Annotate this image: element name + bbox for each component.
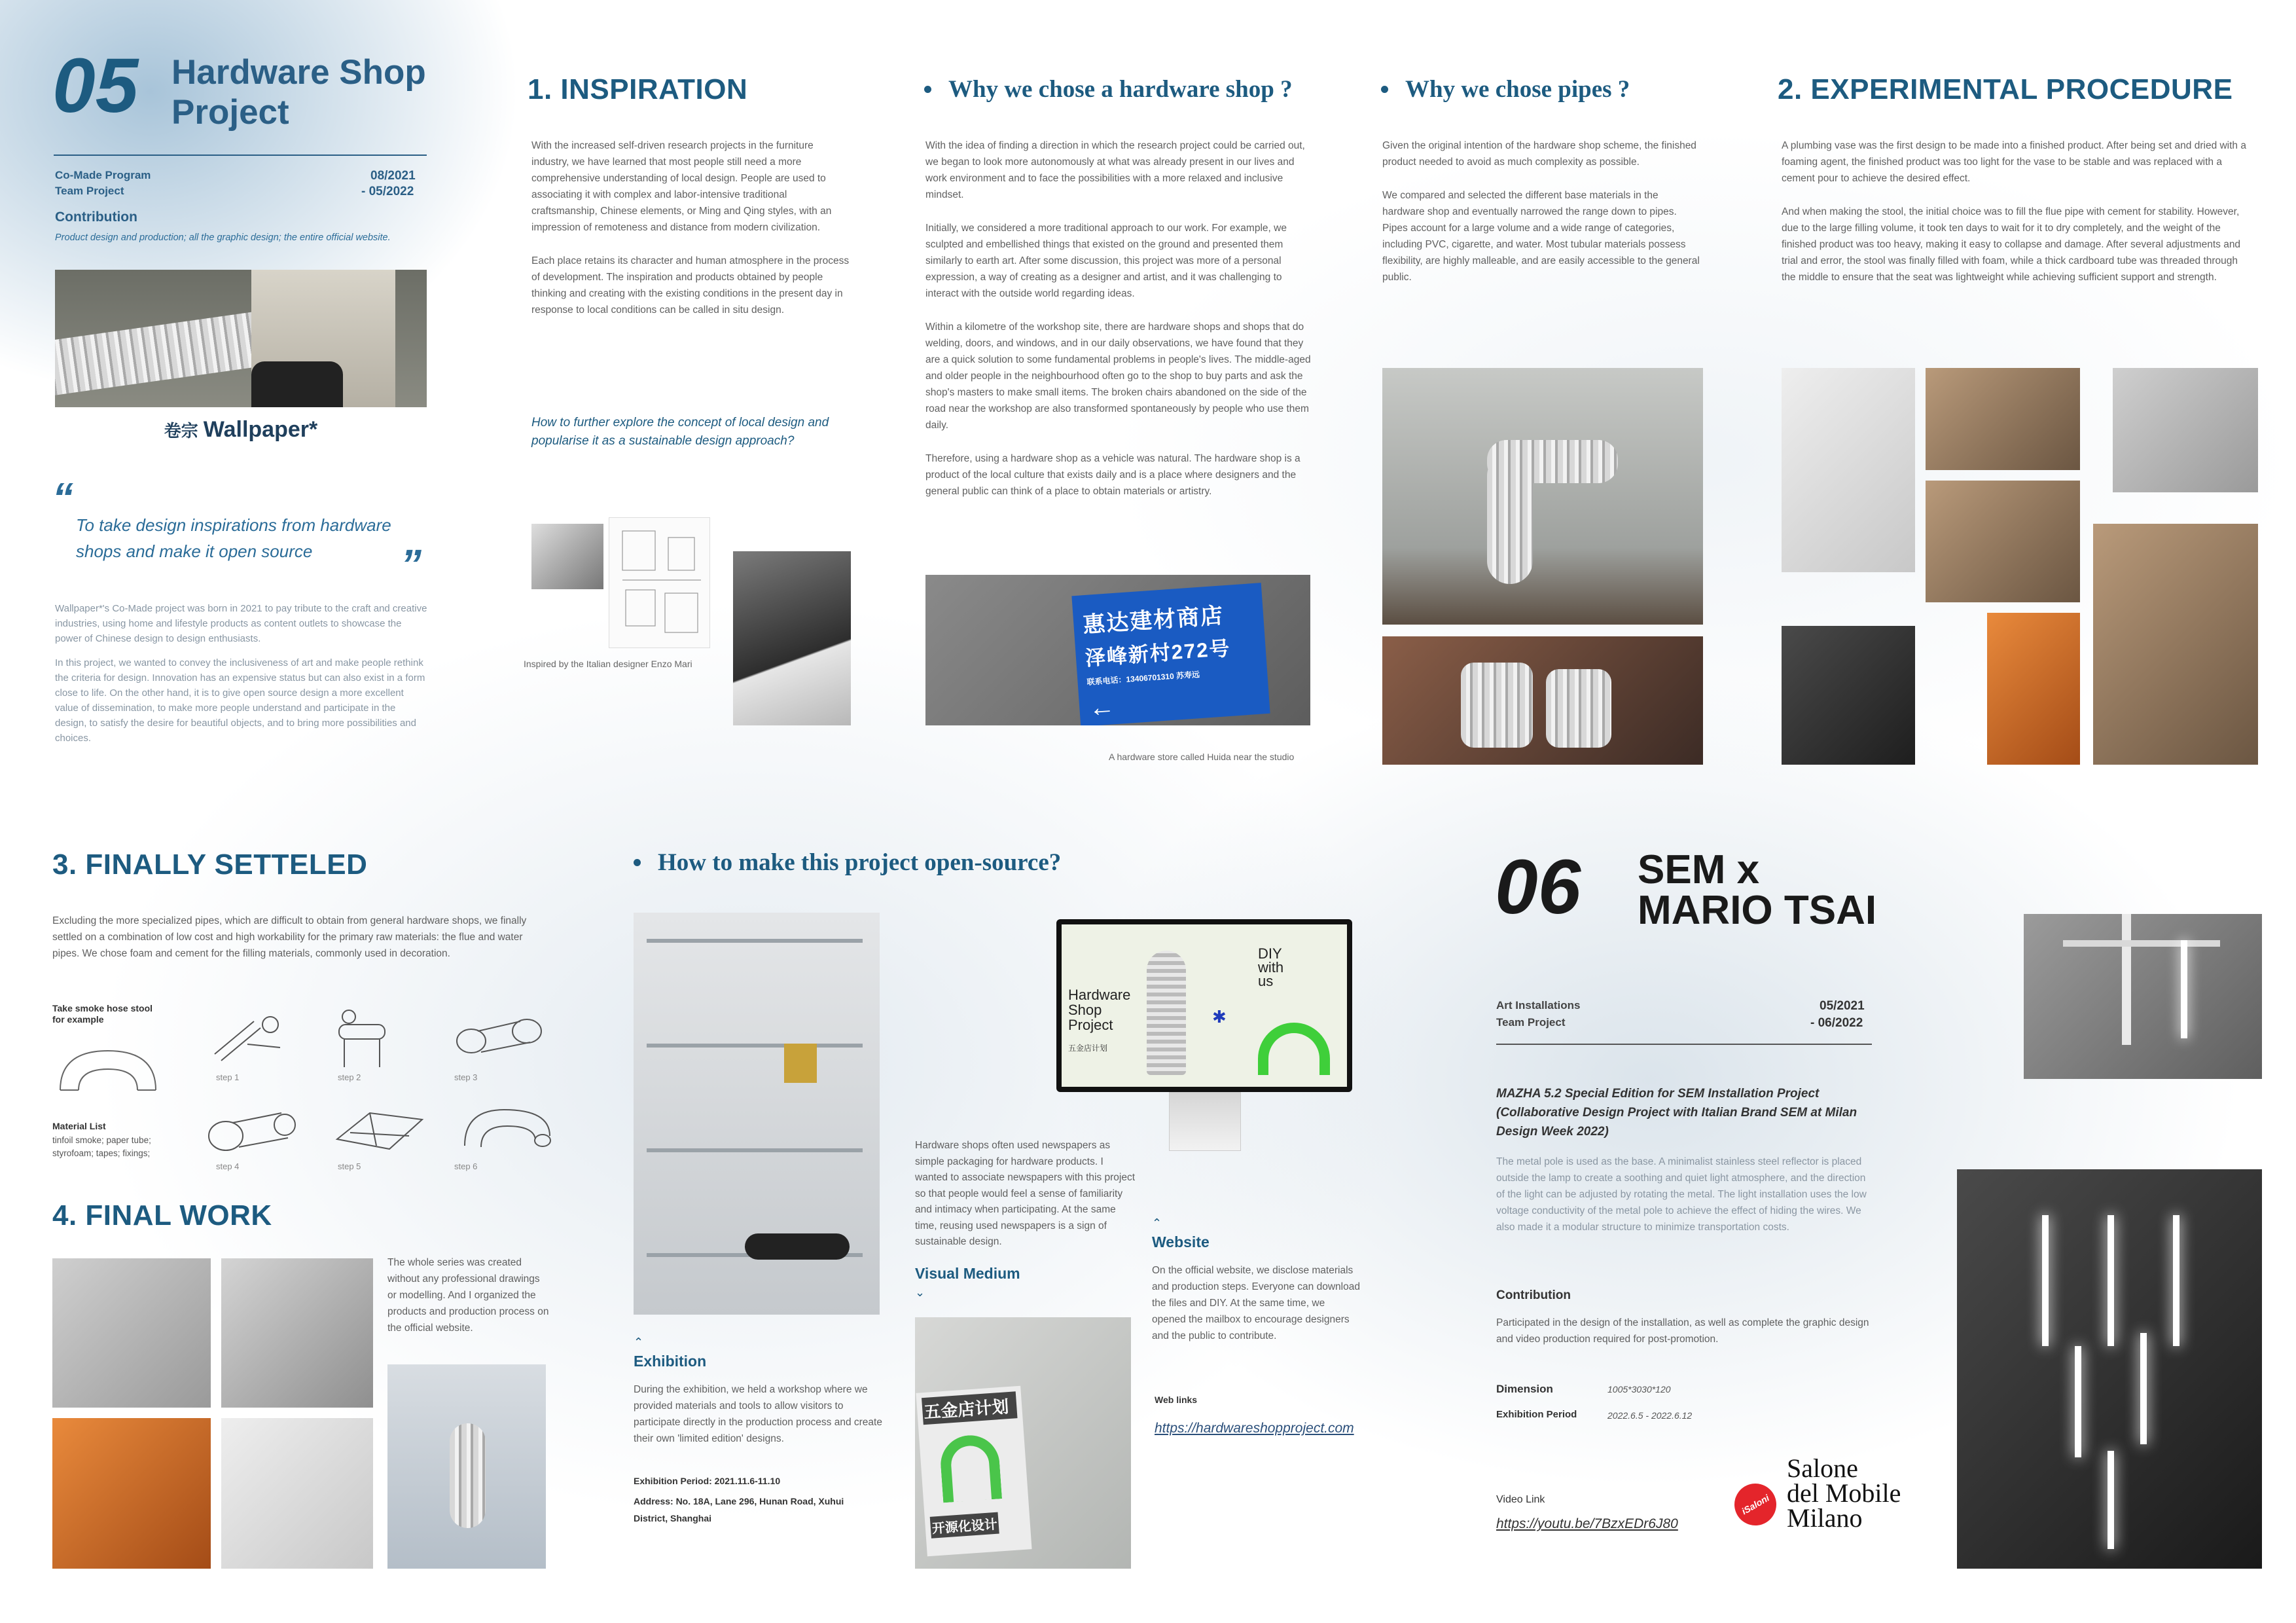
p06-dimension-value: 1005*3030*120 [1607,1384,1671,1395]
wallpaper-logo [55,407,427,452]
hardware-store-sign-photo [925,575,1310,725]
sign-line-3: 联系电话：13406701310 苏寿远 [1086,670,1200,687]
logo-cn: 卷宗 [164,420,198,441]
screen-diy-1: DIY [1258,945,1282,962]
step-2-label: step 2 [338,1072,361,1082]
inspiration-caption: Inspired by the Italian designer Enzo Mari [524,659,692,669]
monitor-stand [1169,1092,1241,1151]
logo-en: Wallpaper* [203,416,318,442]
final-stool-person-photo [52,1258,211,1408]
exhibition-label: Exhibition [634,1353,707,1370]
p06-team: Team Project [1496,1016,1566,1029]
screen-star: ✱ [1212,1007,1227,1027]
screen-pipe [1147,951,1186,1075]
screen-diy [1258,947,1283,988]
salone-line-3: Milano [1787,1503,1863,1533]
sem-lamp-detail-photo [2024,914,2262,1079]
vase-photo [1782,368,1915,572]
why-shop-text [925,137,1312,517]
newspaper-poster-photo [915,1317,1131,1569]
intro-para-2: In this project, we wanted to convey the inclusiveness of art and make people rethink the criteria for design. Innovation has an expensive status but can also exist in a form close to life. On the other hand, it is to give open source design a more excellent value of dissemination, to make more people understand and participate in the design, to satisfy the desire for beautiful objects, and to bring more possibilities and choices. [55,657,425,744]
title-line-2: Project [171,93,289,132]
sign-line-1: 惠达建材商店 [1082,603,1225,638]
step-5-sketch [331,1100,429,1159]
inspiration-para-2: Each place retains its character and human atmosphere in the process of development. The inspiration and products obtained by people thinking and creating with the existing conditions in the present day in response to local conditions can be called in situ design. [531,255,850,316]
p06-title-line-2: MARIO TSAI [1638,888,1877,933]
p06-date-start: 05/2021 [1820,999,1865,1013]
video-link[interactable]: https://youtu.be/7BzxEDr6J80 [1496,1516,1678,1531]
visual-medium-label: Visual Medium [915,1265,1020,1282]
enzo-drawing [609,517,710,648]
p06-dimension-label: Dimension [1496,1383,1553,1395]
step-4-sketch [203,1100,301,1159]
team-label: Team Project [55,185,124,197]
bullet-icon [924,86,931,93]
date-start: 08/2021 [370,169,416,183]
chevron-up-icon: ⌃ [1152,1216,1162,1230]
step-2-sketch [332,1005,391,1070]
quote-close-icon: ” [401,541,422,588]
screen-title-3: Project [1068,1017,1113,1033]
why-pipes-title [1381,75,1630,103]
procedure-para-2: And when making the stool, the initial choice was to fill the flue pipe with cement for stability. However, due to the large filling volume, it took ten days to wait for it to dry completely, and the weight of the finished product was too heavy, making it easy to collapse and damage. After several adjustments and trial and error, the stool was finally filled with foam, while a thick cardboard tube was threaded through the middle to ensure that the seat was lightweight while achieving sufficient support and strength. [1782,206,2241,283]
salone-logo [1787,1453,1901,1533]
step-1-sketch [208,1008,293,1067]
quote-line-2: shops and make it open source [76,541,313,561]
step-5-label: step 5 [338,1161,361,1171]
why-pipes-para-2: We compared and selected the different base materials in the hardware shop and eventually narrowed the range down to pipes. Pipes account for a large volume and a wide range of categories, including PVC, cigarette, and water. Most tubular materials possess flexibility, are highly malleable, and are easily accessible to the general public. [1382,190,1700,283]
p06-program: Art Installations [1496,999,1581,1012]
quote-line-1: To take design inspirations from hardware [76,515,391,535]
p06-period-value: 2022.6.5 - 2022.6.12 [1607,1410,1693,1421]
enzo-portrait [733,551,851,725]
why-shop-title [924,75,1293,103]
material-label: Material List [52,1121,106,1131]
project-05-title [171,52,426,132]
quote-open-icon: “ [52,474,73,521]
poster [916,1386,1031,1557]
opensource-title-text: How to make this project open-source? [658,849,1062,876]
screen-title [1068,987,1130,1032]
night-lamp-photo [1782,626,1915,765]
cement-pour-photo [1926,368,2080,470]
inspiration-para-1: With the increased self-driven research projects in the furniture industry, we have learned that most people still need a more comprehensive understanding of local design. People are used to associating it with complex and labor-intensive traditional craftsmanship, Chinese elements, or Ming and Qing styles, with an impression of remoteness and distance from modern civilization. [531,140,832,233]
screen-cn: 五金店计划 [1068,1044,1108,1053]
project-06-title [1638,847,1877,933]
opensource-title [634,848,1061,877]
settled-text: Excluding the more specialized pipes, which are difficult to obtain from general hardware shops, we finally settled on a combination of low cost and high workability for the primary raw materials: the flue and water pipes. We chose foam and cement for the filling materials, commonly used in decoration. [52,915,527,959]
website-text: On the official website, we disclose materials and production steps. Everyone can download the files and DIY. At the same time, we opened the mailbox to encourage designers and the public to contribute. [1152,1265,1360,1341]
contribution-text: Product design and production; all the graphic design; the entire official website. [55,232,391,243]
filling-pipe-photo [2093,524,2258,765]
why-pipes-para-1: Given the original intention of the hardware shop scheme, the finished product needed to avoid as much complexity as possible. [1382,140,1696,168]
p06-divider [1496,1044,1872,1045]
screen-title-2: Shop [1068,1002,1102,1018]
divider [54,155,427,156]
chevron-down-icon: ⌄ [915,1286,925,1299]
why-pipes-text [1382,137,1703,302]
why-shop-para-3: Within a kilometre of the workshop site, there are hardware shops and shops that do welding, doors, and windows, and in our daily observations, we have found that they are a quick solution to some fundamental problems in people's lives. The middle-aged and older people in the neighbourhood often go to the shop to buy parts and ask the shop's masters to make small items. The broken chairs abandoned on the side of the road near the workshop are also transformed spontaneously by people who use them daily. [925,321,1311,431]
pipes-in-shop-photo [1382,636,1703,765]
final-work-title: 4. FINAL WORK [52,1199,272,1231]
pipe-wave-photo [1926,481,2080,602]
exhibition-address: Address: No. 18A, Lane 296, Hunan Road, Xuhui District, Shanghai [634,1496,844,1523]
inspiration-text [531,137,852,335]
intro-para-1: Wallpaper*'s Co-Made project was born in 2021 to pay tribute to the craft and creative industries, using home and lifestyle products as content outlets to showcase the power of Chinese design to design enthusiasts. [55,603,427,644]
p06-project-title: MAZHA 5.2 Special Edition for SEM Installation Project (Collaborative Design Project with Italian Brand SEM at Milan Design Week 2022) [1496,1087,1857,1139]
screen-green-pipe [1258,1023,1330,1075]
settled-title: 3. FINALLY SETTELED [52,848,368,881]
program-label: Co-Made Program [55,169,151,181]
p06-date-end: - 06/2022 [1810,1016,1863,1030]
p06-contribution-label: Contribution [1496,1288,1571,1302]
final-white-stool-photo [221,1418,373,1569]
poster-cn-1: 五金店计划 [922,1391,1018,1425]
title-line-1: Hardware Shop [171,53,426,92]
project-06-number: 06 [1495,844,1581,930]
p06-title-line-1: SEM x [1638,847,1760,892]
why-shop-para-1: With the idea of finding a direction in which the research project could be carried out, we began to look more autonomously at what was already present in our lives and work environment and to face the possibilities with a more relaxed and inclusive mindset. [925,140,1305,200]
exhibition-text: During the exhibition, we held a workshop where we provided materials and tools to allow visitors to participate directly in the production process and create their own 'limited edition' designs. [634,1384,882,1444]
p06-desc: The metal pole is used as the base. A minimalist stainless steel reflector is placed outside the lamp to create a soothing and quiet light atmosphere, and the direction of the light can be adjusted by rotating the metal. The light installation uses the low voltage conductivity of the metal pole to achieve the effect of hiding the wires. We also made it a modular structure to minimize transportation costs. [1496,1156,1867,1233]
step-6-sketch [458,1100,556,1159]
exhibition-period: Exhibition Period: 2021.11.6-11.10 [634,1476,781,1486]
step-6-label: step 6 [454,1161,478,1171]
why-shop-para-2: Initially, we considered a more traditional approach to our work. For example, we sculpted and embellished things that existed on the ground and presented them similarly to earth art. After some discussion, this project was more of a personal expression, a way of creating as a designer and artist, and it was challenging to interact with the outside world regarding ideas. [925,223,1287,299]
inspiration-title: 1. INSPIRATION [528,73,748,105]
sign-line-2: 泽峰新村272号 [1084,636,1232,670]
project-05-number: 05 [52,43,139,129]
pipe-stool-photo [2113,368,2258,492]
final-orange-stool-photo [52,1418,211,1569]
salone-badge-text: iSaloni [1740,1492,1771,1517]
procedure-title: 2. EXPERIMENTAL PROCEDURE [1778,73,2233,105]
pipes-on-wall-photo [1382,368,1703,625]
web-links-label: Web links [1155,1395,1198,1405]
chevron-up-icon: ⌃ [634,1336,644,1349]
procedure-para-1: A plumbing vase was the first design to be made into a finished product. After being set and dried with a foaming agent, the finished product was too light for the vase to be stable and was replaced with a cement pour to achieve the desired effect. [1782,140,2246,184]
why-shop-para-4: Therefore, using a hardware shop as a vehicle was natural. The hardware shop is a product of the local culture that exists daily and is a place where designers and the general public can think of a place to obtain materials or artistry. [925,453,1300,497]
stool-diagram-main [52,1044,164,1097]
step-1-label: step 1 [216,1072,240,1082]
salone-line-1: Salone [1787,1453,1858,1483]
why-pipes-title-text: Why we chose pipes ? [1405,76,1630,103]
salone-badge-icon [1727,1476,1784,1533]
step-3-sketch [452,1012,550,1064]
poster-cn-2: 开源化设计 [930,1512,999,1539]
sem-installation-photo [1957,1169,2262,1569]
website-label: Website [1152,1233,1210,1250]
p06-contribution-text: Participated in the design of the installation, as well as complete the graphic design and video production required for post-promotion. [1496,1317,1869,1345]
contribution-label: Contribution [55,210,137,225]
newspaper-text: Hardware shops often used newspapers as simple packaging for hardware products. I wanted to associate newspapers with this project so that people would feel a sense of familiarity and intimacy when participating. At the same time, reusing used newspapers is a sign of sustainable design. [915,1140,1136,1247]
inspiration-question: How to further explore the concept of local design and popularise it as a sustainable design approach? [531,416,829,448]
p06-period-label: Exhibition Period [1496,1409,1577,1420]
screen-diy-3: us [1258,973,1274,989]
enzo-chair-photo [531,524,603,589]
hero-photo [55,270,427,407]
bullet-icon [634,859,641,866]
salone-line-2: del Mobile [1787,1478,1901,1508]
screen-title-1: Hardware [1068,987,1131,1003]
why-shop-title-text: Why we chose a hardware shop ? [948,76,1293,103]
website-screen [1062,924,1347,1087]
screen-diy-2: with [1258,959,1284,976]
material-text: tinfoil smoke; paper tube; styrofoam; tapes; fixings; [52,1135,151,1158]
intro-text [55,601,428,763]
arrow-left-icon: ← [1087,692,1116,723]
website-link[interactable]: https://hardwareshopproject.com [1155,1421,1354,1436]
website-monitor [1056,919,1352,1092]
orange-pipe-photo [1987,613,2080,765]
date-end: - 05/2022 [361,185,414,198]
store-sign [1071,583,1270,725]
exhibition-shelf-photo [634,913,880,1315]
final-work-text: The whole series was created without any professional drawings or modelling. And I organized the products and production process on the official website. [387,1257,549,1334]
final-vases-photo [221,1258,373,1408]
bullet-icon [1381,86,1388,93]
store-caption: A hardware store called Huida near the studio [1109,752,1295,762]
procedure-text [1782,137,2253,302]
example-label: Take smoke hose stool for example [52,1003,153,1025]
step-4-label: step 4 [216,1161,240,1171]
quote-text [76,512,391,564]
video-link-label: Video Link [1496,1494,1545,1505]
step-3-label: step 3 [454,1072,478,1082]
final-portrait-photo [387,1364,546,1569]
